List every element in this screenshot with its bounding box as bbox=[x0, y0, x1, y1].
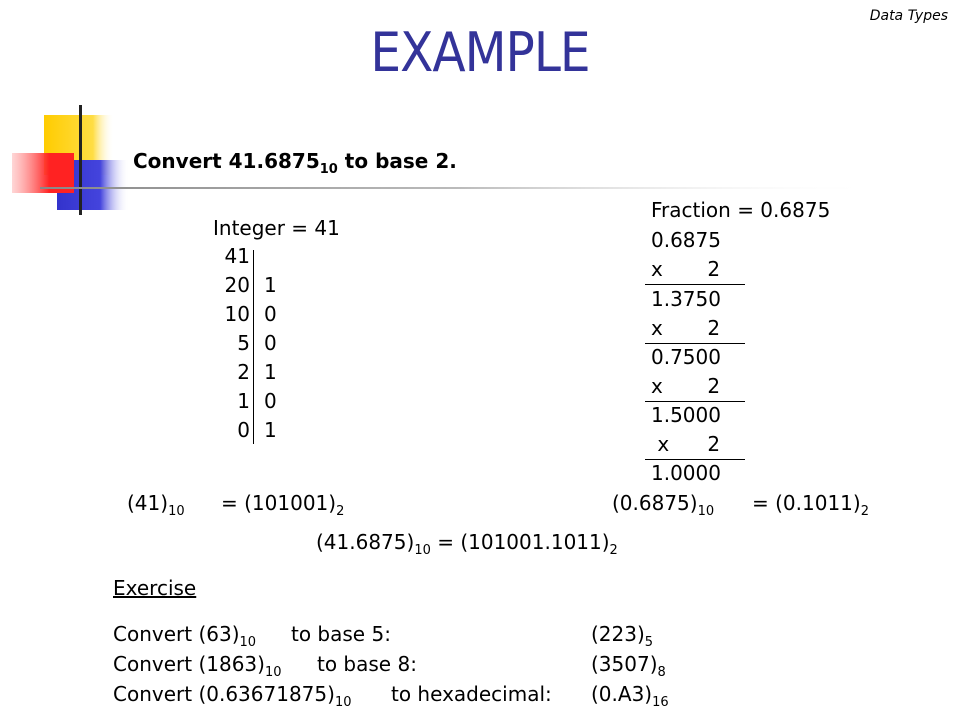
problem-prefix: Convert 41.6875 bbox=[133, 149, 320, 173]
quotient: 2 bbox=[237, 360, 250, 384]
fraction-row: x 2 bbox=[651, 316, 721, 340]
exercise-answer-sub: 16 bbox=[652, 695, 669, 710]
problem-suffix: to base 2. bbox=[337, 149, 457, 173]
result-sub: 10 bbox=[168, 504, 185, 519]
result-sub: 10 bbox=[697, 504, 715, 519]
page-title: EXAMPLE bbox=[370, 21, 590, 84]
exercise-item bbox=[113, 682, 352, 710]
fraction-row: 0.6875 bbox=[651, 228, 721, 252]
exercise-answer-text: (3507) bbox=[591, 652, 658, 676]
exercise-sub: 10 bbox=[264, 665, 282, 680]
fraction-row: 1.5000 bbox=[651, 403, 721, 427]
integer-result-lhs bbox=[127, 491, 185, 519]
fraction-row: x 2 bbox=[651, 374, 721, 398]
result-sub: 2 bbox=[609, 543, 618, 558]
header-label: Data Types bbox=[869, 8, 948, 24]
multiply-line bbox=[645, 343, 745, 344]
quotient: 5 bbox=[237, 331, 250, 355]
remainder: 0 bbox=[264, 389, 277, 413]
remainder: 0 bbox=[264, 302, 277, 326]
exercise-answer-sub: 8 bbox=[657, 665, 666, 680]
result-text: (41.6875) bbox=[316, 530, 415, 554]
exercise-target: to hexadecimal: bbox=[391, 682, 552, 706]
result-text: (41) bbox=[127, 491, 169, 515]
exercise-target: to base 8: bbox=[317, 652, 417, 676]
exercise-answer bbox=[591, 682, 669, 710]
exercise-answer-sub: 5 bbox=[644, 635, 654, 650]
quotient: 10 bbox=[224, 302, 250, 326]
exercise-answer bbox=[591, 622, 654, 650]
integer-result-rhs bbox=[221, 491, 345, 519]
exercise-question: Convert (63) bbox=[113, 622, 240, 646]
exercise-question: Convert (1863) bbox=[113, 652, 265, 676]
multiply-line bbox=[645, 401, 745, 402]
quotient: 0 bbox=[237, 418, 250, 442]
exercise-item bbox=[113, 622, 257, 650]
quotient: 1 bbox=[237, 389, 250, 413]
fraction-row: x 2 bbox=[651, 432, 721, 456]
problem-base-sub: 10 bbox=[319, 162, 338, 177]
fraction-label: Fraction = 0.6875 bbox=[651, 198, 831, 222]
exercise-sub: 10 bbox=[239, 635, 257, 650]
multiply-line bbox=[645, 459, 745, 460]
quotient: 20 bbox=[224, 273, 250, 297]
remainder: 1 bbox=[264, 360, 277, 384]
quotient: 41 bbox=[224, 244, 250, 268]
result-sub: 2 bbox=[336, 504, 345, 519]
remainder: 1 bbox=[264, 418, 277, 442]
exercise-answer-text: (223) bbox=[591, 622, 645, 646]
result-text: (0.6875) bbox=[612, 491, 698, 515]
fraction-result-lhs bbox=[612, 491, 715, 519]
result-text: = (101001.1011) bbox=[430, 530, 610, 554]
fraction-row: 0.7500 bbox=[651, 345, 721, 369]
exercise-item bbox=[113, 652, 282, 680]
problem-statement bbox=[133, 149, 457, 177]
result-sub: 2 bbox=[860, 504, 869, 519]
exercise-sub: 10 bbox=[334, 695, 352, 710]
remainder: 0 bbox=[264, 331, 277, 355]
exercise-answer-text: (0.A3) bbox=[591, 682, 653, 706]
result-sub: 10 bbox=[414, 543, 431, 558]
combined-result bbox=[316, 530, 618, 558]
fraction-result-rhs bbox=[752, 491, 869, 519]
result-text: = (0.1011) bbox=[752, 491, 861, 515]
result-text: = (101001) bbox=[221, 491, 337, 515]
fraction-row: 1.0000 bbox=[651, 461, 721, 485]
exercise-heading: Exercise bbox=[113, 576, 197, 600]
integer-label: Integer = 41 bbox=[213, 216, 340, 240]
exercise-question: Convert (0.63671875) bbox=[113, 682, 335, 706]
division-bar bbox=[253, 250, 254, 444]
fraction-row: 1.3750 bbox=[651, 287, 721, 311]
exercise-target: to base 5: bbox=[291, 622, 391, 646]
fraction-row: x 2 bbox=[651, 257, 721, 281]
remainder: 1 bbox=[264, 273, 277, 297]
multiply-line bbox=[645, 284, 745, 285]
exercise-answer bbox=[591, 652, 666, 680]
